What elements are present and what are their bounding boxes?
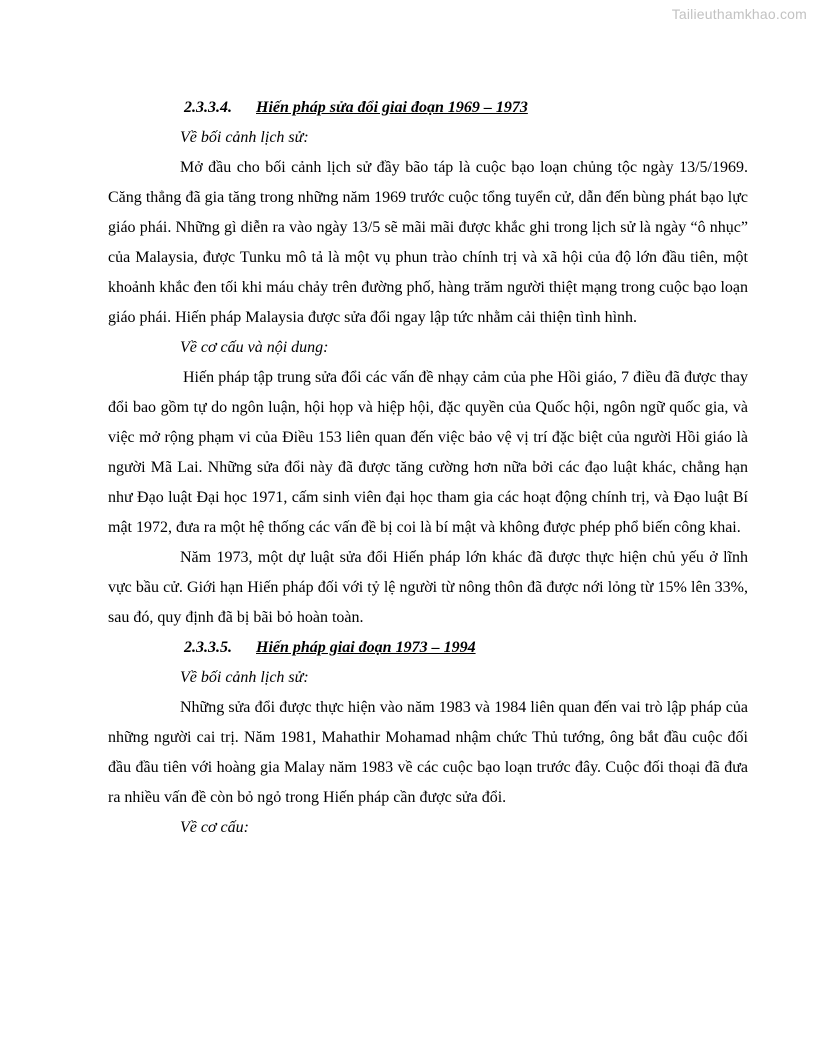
subheading-historical-context: Về bối cảnh lịch sử:	[180, 129, 309, 146]
subheading-historical-context-2: Về bối cảnh lịch sử:	[180, 669, 309, 686]
section-title: Hiến pháp sửa đổi giai đoạn 1969 – 1973	[256, 99, 528, 116]
section-number: 2.3.3.5.	[184, 639, 232, 656]
subheading-structure-content: Về cơ cấu và nội dung:	[180, 339, 329, 356]
paragraph-historical-context: Mở đầu cho bối cảnh lịch sử đầy bão táp là cuộc bạo loạn chủng tộc ngày 13/5/1969. Căng thẳng đã gia tăng trong những năm 1969 trước cuộc tổng tuyển cử, dẫn đến bùng phát bạo lực giáo phái. Những gì diễn ra vào ngày 13/5 sẽ mãi mãi được khắc ghi trong lịch sử là ngày “ô nhục” của Malaysia, được Tunku mô tả là một vụ phun trào chính trị và xã hội của độ lớn đầu tiên, một khoảnh khắc đen tối khi máu chảy trên đường phố, hàng trăm người thiệt mạng trong cuộc bạo loạn giáo phái. Hiến pháp Malaysia được sửa đổi ngay lập tức nhằm cải thiện tình hình.	[108, 159, 748, 326]
section-heading-2-3-3-4	[184, 93, 748, 123]
watermark: Tailieuthamkhao.com	[671, 6, 807, 22]
document-page	[108, 93, 748, 843]
subheading-structure: Về cơ cấu:	[180, 819, 249, 836]
paragraph-historical-context-2: Những sửa đổi được thực hiện vào năm 1983 và 1984 liên quan đến vai trò lập pháp của những người cai trị. Năm 1981, Mahathir Mohamad nhậm chức Thủ tướng, ông bắt đầu cuộc đối đầu đầu tiên với hoàng gia Malay năm 1983 về các cuộc bạo loạn trước đây. Cuộc đối thoại đã đưa ra nhiều vấn đề còn bỏ ngỏ trong Hiến pháp cần được sửa đổi.	[108, 699, 748, 806]
section-heading-2-3-3-5	[184, 633, 748, 663]
section-title: Hiến pháp giai đoạn 1973 – 1994	[256, 639, 476, 656]
paragraph-structure-content: Hiến pháp tập trung sửa đổi các vấn đề nhạy cảm của phe Hồi giáo, 7 điều đã được thay đổi bao gồm tự do ngôn luận, hội họp và hiệp hội, đặc quyền của Quốc hội, ngôn ngữ quốc gia, và việc mở rộng phạm vi của Điều 153 liên quan đến việc bảo vệ vị trí đặc biệt của người Hồi giáo là người Mã Lai. Những sửa đổi này đã được tăng cường hơn nữa bởi các đạo luật khác, chẳng hạn như Đạo luật Đại học 1971, cấm sinh viên đại học tham gia các hoạt động chính trị, và Đạo luật Bí mật 1972, đưa ra một hệ thống các vấn đề bị coi là bí mật và không được phép phổ biến công khai.	[108, 369, 748, 536]
section-number: 2.3.3.4.	[184, 99, 232, 116]
paragraph-1973-amendment: Năm 1973, một dự luật sửa đổi Hiến pháp lớn khác đã được thực hiện chủ yếu ở lĩnh vực bầu cử. Giới hạn Hiến pháp đối với tỷ lệ người từ nông thôn đã được nới lỏng từ 15% lên 33%, sau đó, quy định đã bị bãi bỏ hoàn toàn.	[108, 549, 748, 626]
